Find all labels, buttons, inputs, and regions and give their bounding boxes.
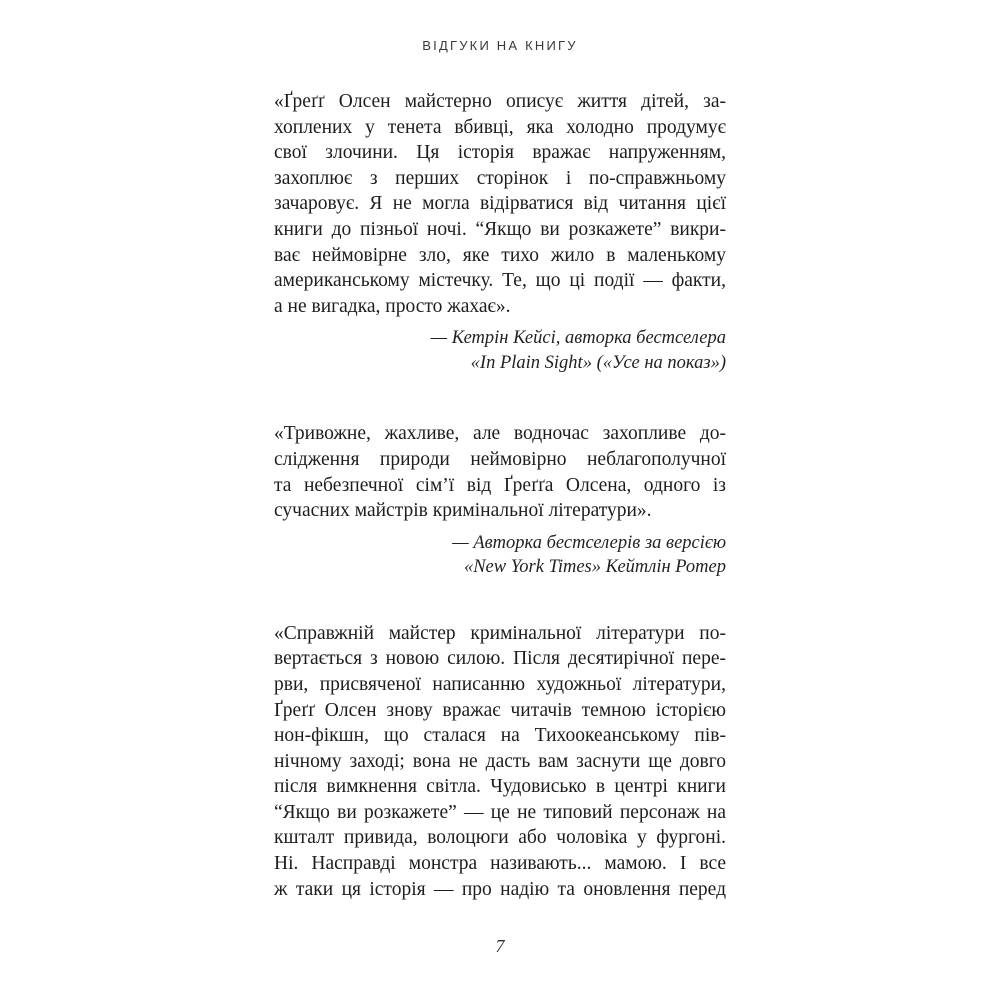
review-attribution-2 <box>274 531 726 580</box>
review-line: книги до пізньої ночі. “Якщо ви розкажете” викри- <box>274 218 726 240</box>
review-line: після вимкнення світла. Чудовисько в центрі книги <box>274 776 726 798</box>
review-line: ж таки ця історія — про надію та оновлення перед <box>274 878 726 900</box>
review-paragraph-3 <box>274 621 726 903</box>
review-attribution-1 <box>274 326 726 375</box>
attribution-line: «New York Times» Кейтлін Ротер <box>463 557 726 578</box>
review-line: американському містечку. Те, що ці події — факти, <box>274 270 726 292</box>
review-line: вертається з новою силою. Після десятирічної пере- <box>274 648 726 670</box>
review-line: хоплених у тенета вбивці, яка холодно продумує <box>274 116 726 138</box>
review-line: рви, присвяченої написанню художньої літератури, <box>274 673 726 695</box>
review-line: «Справжній майстер кримінальної літератури по- <box>274 622 726 644</box>
review-line: сучасних майстрів кримінальної літератури». <box>274 500 652 522</box>
review-line: зачаровує. Я не могла відірватися від читання цієї <box>274 193 726 215</box>
review-line: свої злочини. Ця історія вражає напруженням, <box>274 142 726 164</box>
review-line: нон-фікшн, що сталася на Тихоокеанському пів- <box>274 725 726 747</box>
review-line: а не вигадка, просто жахає». <box>274 295 511 317</box>
review-line: слідження природи неймовірно неблагополучної <box>274 448 726 470</box>
review-paragraph-1 <box>274 89 726 319</box>
attribution-line: «In Plain Sight» («Усе на показ») <box>470 352 726 373</box>
review-line: Ні. Насправді монстра називають... мамою. І все <box>274 853 726 875</box>
review-paragraph-2 <box>274 421 726 523</box>
review-line: кшталт привида, волоцюги або чоловіка у фургоні. <box>274 827 726 849</box>
review-line: Ґреґґ Олсен знову вражає читачів темною історією <box>274 699 726 721</box>
review-line: захоплює з перших сторінок і по-справжньому <box>274 167 726 189</box>
attribution-line: — Кетрін Кейсі, авторка бестселера <box>430 328 726 349</box>
page-header: ВІДГУКИ НА КНИГУ <box>422 38 578 53</box>
review-line: ває неймовірне зло, яке тихо жило в маленькому <box>274 244 726 266</box>
review-line: “Якщо ви розкажете” — це не типовий персонаж на <box>274 801 726 823</box>
attribution-line: — Авторка бестселерів за версією <box>452 532 726 553</box>
page-number: 7 <box>495 936 505 956</box>
review-line: «Ґреґґ Олсен майстерно описує життя дітей, за- <box>274 91 726 112</box>
review-line: «Тривожне, жахливе, але водночас захопливе до- <box>274 423 726 445</box>
text-column <box>274 0 726 902</box>
review-line: та небезпечної сім’ї від Ґреґґа Олсена, одного із <box>274 474 726 496</box>
review-line: нічному заході; вона не дасть вам заснути ще довго <box>274 750 726 772</box>
